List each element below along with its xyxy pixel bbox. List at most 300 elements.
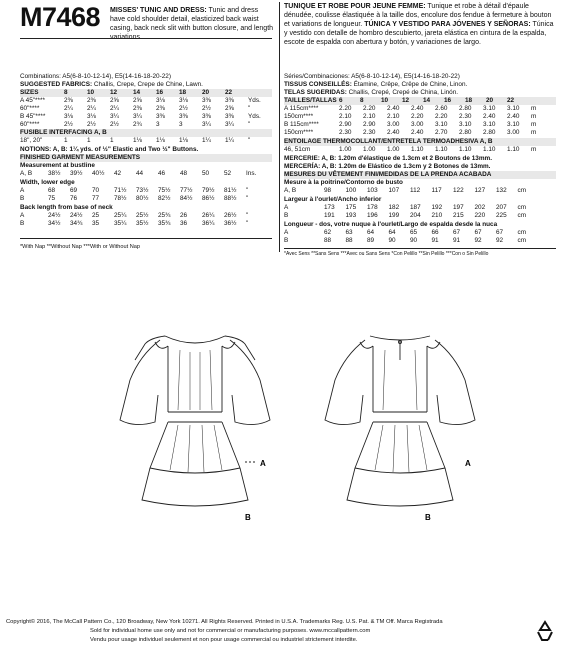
table-cell: A <box>20 187 25 194</box>
table-cell: 1⅛ <box>156 137 165 144</box>
english-back-rows <box>20 212 272 228</box>
table-cell: 2.10 <box>363 113 376 120</box>
table-cell: 3.00 <box>507 129 520 136</box>
front-label-a: A <box>260 459 266 468</box>
table-cell: 35¾ <box>158 220 171 227</box>
english-description: Tunic and dress have cold shoulder detail, elasticized back waist casing, back neck slit with button closure, and length <box>110 7 274 32</box>
table-cell: 3¼ <box>110 113 119 120</box>
table-cell: 10 <box>381 97 389 104</box>
table-cell: 3⅛ <box>156 97 165 104</box>
table-cell: 3¼ <box>225 121 234 128</box>
table-cell: B <box>20 195 25 202</box>
table-cell: 2.20 <box>411 113 424 120</box>
table-cell: 80½ <box>136 195 149 202</box>
table-cell: 44 <box>136 170 144 177</box>
table-cell: 3⅜ <box>225 97 234 104</box>
french-description: Tunique et robe à détail d'épaule dénudée, coulisse élastiquée à la taille dos, encolure dos fendue à fermeture à bouton et variations de longueur. <box>284 3 552 28</box>
table-cell: m <box>531 129 537 136</box>
front-bodice <box>135 336 255 360</box>
french-entoilage-row <box>284 146 556 154</box>
table-cell: 2.80 <box>459 129 472 136</box>
table-cell: 2½ <box>179 105 188 112</box>
table-cell: " <box>246 220 249 227</box>
table-cell: B 45"**** <box>20 113 46 120</box>
table-cell: 100 <box>345 187 357 194</box>
back-skirt-a <box>355 422 445 473</box>
pattern-code: M7468 <box>20 2 101 32</box>
table-cell: 2¼ <box>110 105 119 112</box>
table-cell: 10 <box>87 89 95 96</box>
table-cell: 6 <box>339 97 343 104</box>
table-cell: 150cm**** <box>284 129 314 136</box>
table-cell: 3.10 <box>435 121 448 128</box>
table-cell: 127 <box>474 187 486 194</box>
table-cell: m <box>531 121 537 128</box>
table-cell: 193 <box>345 212 357 219</box>
table-cell: A, B <box>20 170 33 177</box>
table-row <box>20 170 272 178</box>
table-cell: 2¼ <box>64 105 73 112</box>
table-cell: 60"**** <box>20 105 40 112</box>
table-cell: B <box>20 220 25 227</box>
table-cell: 70 <box>92 187 100 194</box>
rule-left-top <box>20 38 272 39</box>
table-row <box>20 187 272 195</box>
table-row <box>284 187 556 195</box>
table-cell: 16 <box>444 97 452 104</box>
table-cell: 1.00 <box>339 146 352 153</box>
table-cell: 36½ <box>224 220 237 227</box>
spanish-description: Túnica y vestido con detalle de hombro descubierto, jareta elástica en cintura de la espalda, escote de espalda con abertura y botón, y variaciones de largo. <box>284 21 554 46</box>
table-cell: 2⅝ <box>110 97 119 104</box>
english-nap-legend: *With Nap **Without Nap ***With or Without Nap <box>20 244 141 250</box>
table-cell: 3.10 <box>507 121 520 128</box>
table-cell: 1 <box>64 137 68 144</box>
table-cell: 187 <box>410 204 421 211</box>
table-cell: 1 <box>110 137 114 144</box>
table-cell: B <box>284 212 289 219</box>
footer-vendu: Vendu pour usage individuel seulement et non pour usage commercial ou industriel strictement interdite. <box>90 637 358 643</box>
table-cell: A 45"**** <box>20 97 46 104</box>
table-cell: 2.40 <box>411 129 424 136</box>
table-cell: 92 <box>496 237 504 244</box>
table-cell: " <box>248 137 251 144</box>
front-torso <box>168 346 222 412</box>
table-cell: 81½ <box>224 187 237 194</box>
table-cell: 1.10 <box>459 146 472 153</box>
table-cell: 3.10 <box>507 105 520 112</box>
table-cell: 25½ <box>136 212 149 219</box>
table-cell: 88 <box>345 237 353 244</box>
table-cell: 196 <box>367 212 378 219</box>
table-cell: 2.20 <box>435 113 448 120</box>
back-view-illustration <box>315 300 485 530</box>
french-nap-legend: *Avec Sens **Sans Sens ***Avec ou Sans Sens *Con Pelillo **Sin Pelillo ***Con o Sin Pelillo <box>284 251 489 257</box>
table-cell: 3⅜ <box>179 113 188 120</box>
table-cell: 2.70 <box>435 129 448 136</box>
table-cell: 91 <box>431 237 439 244</box>
english-fabrics-list: Challis, Crepe, Crepe de Chine, Lawn. <box>93 81 203 88</box>
table-row <box>284 129 556 137</box>
table-cell: 26¼ <box>202 212 215 219</box>
table-cell: 2½ <box>64 121 73 128</box>
rule-right-bottom <box>284 248 556 249</box>
back-label-a: A <box>465 459 471 468</box>
french-poitrine-label: Mesure à la poitrine/Contorno de busto <box>284 179 403 186</box>
table-cell: 8 <box>360 97 364 104</box>
table-cell: 1¼ <box>202 137 211 144</box>
table-cell: 91 <box>453 237 461 244</box>
table-cell: 210 <box>431 212 443 219</box>
table-cell: 25¼ <box>114 212 127 219</box>
front-waistband <box>168 412 222 422</box>
table-row <box>20 113 272 121</box>
table-cell: A 115cm**** <box>284 105 319 112</box>
english-fabrics <box>20 81 203 89</box>
table-cell: 50 <box>202 170 210 177</box>
table-cell: Ins. <box>246 170 257 177</box>
french-title-block <box>284 2 554 47</box>
back-label-b: B <box>425 513 431 522</box>
table-row <box>284 113 556 121</box>
table-cell: 25 <box>92 212 100 219</box>
table-cell: TAILLES/TALLAS <box>284 97 337 104</box>
table-cell: 215 <box>453 212 464 219</box>
table-cell: 76 <box>70 195 78 202</box>
table-cell: " <box>246 195 249 202</box>
table-cell: " <box>248 105 251 112</box>
table-cell: 90 <box>388 237 396 244</box>
table-cell: Yds. <box>248 113 261 120</box>
table-cell: 25¾ <box>158 212 171 219</box>
back-right-sleeve <box>435 340 475 425</box>
table-cell: 1¼ <box>225 137 234 144</box>
table-row <box>284 121 556 129</box>
table-cell: 2.30 <box>363 129 376 136</box>
table-cell: 24½ <box>48 212 61 219</box>
english-interfacing-label: FUSIBLE INTERFACING A, B <box>20 129 272 137</box>
table-cell: cm <box>517 237 527 244</box>
table-cell: 2⅝ <box>133 97 142 104</box>
table-cell: 24½ <box>70 212 83 219</box>
table-cell: 18 <box>465 97 473 104</box>
table-cell: 3¼ <box>133 113 142 120</box>
french-title: TUNIQUE ET ROBE POUR JEUNE FEMME: <box>284 3 426 10</box>
back-skirt-b <box>347 468 453 506</box>
table-cell: B <box>284 237 289 244</box>
table-cell: 64 <box>367 229 375 236</box>
table-cell: 103 <box>367 187 378 194</box>
table-cell: 78½ <box>114 195 127 202</box>
table-cell: 75½ <box>158 187 171 194</box>
table-cell: 2.10 <box>339 113 352 120</box>
table-cell: 89 <box>367 237 375 244</box>
footer-copyright: Copyright© 2016, The McCall Pattern Co., 120 Broadway, New York 10271. All Rights Reserved. Printed in U.S.A. Trademarks Reg. U.S. Pat. & TM Off. Marca Registrada <box>6 619 443 625</box>
table-cell: 2½ <box>87 121 96 128</box>
table-cell: 2.80 <box>459 105 472 112</box>
french-tissus-list: Étamine, Crêpe, Crêpe de Chine, Linon. <box>353 81 468 88</box>
table-cell: 48 <box>180 170 188 177</box>
table-cell: 3 <box>179 121 183 128</box>
table-cell: 1.10 <box>507 146 520 153</box>
table-cell: SIZES <box>20 89 39 96</box>
table-cell: 39½ <box>70 170 83 177</box>
table-cell: 2.40 <box>483 113 496 120</box>
spanish-telas-label: TELAS SUGERIDAS: <box>284 89 347 96</box>
english-title: MISSES' TUNIC AND DRESS: <box>110 7 207 14</box>
table-cell: 12 <box>110 89 118 96</box>
table-cell: 2.80 <box>483 129 496 136</box>
table-cell: 1⅛ <box>179 137 188 144</box>
table-cell: 3⅜ <box>202 97 211 104</box>
table-row <box>284 229 556 237</box>
recycle-icon <box>534 620 556 642</box>
table-cell: 18 <box>179 89 187 96</box>
table-cell: 16 <box>156 89 164 96</box>
table-cell: 26½ <box>224 212 237 219</box>
footer-sold-for: Sold for individual home use only and not for commercial or manufacturing purposes. www.mccallpattern.com <box>90 628 371 634</box>
english-finished-label: FINISHED GARMENT MEASUREMENTS <box>20 154 272 162</box>
table-cell: cm <box>517 212 527 219</box>
table-row <box>20 89 272 97</box>
table-cell: m <box>531 113 537 120</box>
french-longueur-label: Longueur - dos, votre nuque à l'ourlet/Largo de espalda desde la nuca <box>284 221 498 228</box>
table-cell: 107 <box>388 187 400 194</box>
french-entoilage-label: ENTOILAGE THERMOCOLLANT/ENTRETELA TERMOADHESIVA A, B <box>284 138 556 146</box>
table-cell: 3⅛ <box>87 113 96 120</box>
table-cell: 225 <box>496 212 507 219</box>
table-row <box>20 220 272 228</box>
table-row <box>20 105 272 113</box>
table-cell: 2.30 <box>459 113 472 120</box>
table-cell: 75 <box>48 195 56 202</box>
table-row <box>20 195 272 203</box>
english-sizes-header <box>20 89 272 97</box>
table-cell: 1.00 <box>363 146 376 153</box>
table-cell: 175 <box>345 204 357 211</box>
table-cell: 88 <box>324 237 332 244</box>
table-cell: A <box>284 204 289 211</box>
english-bust-label: Measurement at bustline <box>20 162 95 169</box>
table-cell: 60"**** <box>20 121 40 128</box>
table-cell: 1 <box>87 137 91 144</box>
table-cell: 20 <box>202 89 210 96</box>
table-cell: 46, 51cm <box>284 146 311 153</box>
table-row <box>20 137 272 145</box>
french-largeur-rows <box>284 204 556 220</box>
english-back-label: Back length from base of neck <box>20 204 113 211</box>
table-cell: " <box>246 212 249 219</box>
table-cell: 2.60 <box>435 105 448 112</box>
table-cell: 182 <box>388 204 400 211</box>
table-cell: 35½ <box>136 220 149 227</box>
table-cell: 2.40 <box>387 129 400 136</box>
english-width-rows <box>20 187 272 203</box>
table-cell: 65 <box>410 229 418 236</box>
table-row <box>284 105 556 113</box>
table-cell: 73½ <box>136 187 149 194</box>
table-cell: 12 <box>402 97 410 104</box>
table-cell: 79½ <box>202 187 215 194</box>
table-cell: 2.20 <box>339 105 352 112</box>
table-cell: " <box>246 187 249 194</box>
table-cell <box>248 89 271 97</box>
table-cell: Yds. <box>248 97 261 104</box>
spanish-telas-list: Challis, Crepé, Crepé de China, Linón. <box>348 89 459 96</box>
french-fabric-table <box>284 105 556 137</box>
french-mesures-label: MESURES DU VÊTEMENT FINI/MEDIDAS DE LA PRENDA ACABADA <box>284 171 556 179</box>
table-cell: 62 <box>324 229 332 236</box>
table-cell: 64 <box>388 229 396 236</box>
french-largeur-label: Largeur à l'ourlet/Ancho inferior <box>284 196 382 203</box>
table-cell: 112 <box>410 187 421 194</box>
table-cell: 86½ <box>202 195 215 202</box>
table-cell: 68 <box>48 187 56 194</box>
table-cell: 122 <box>453 187 464 194</box>
table-cell: 132 <box>496 187 507 194</box>
table-cell: 1.00 <box>387 146 400 153</box>
front-view-illustration <box>110 300 280 530</box>
table-cell: 117 <box>431 187 442 194</box>
table-cell: 220 <box>474 212 486 219</box>
table-cell: 3⅛ <box>179 97 188 104</box>
table-cell: 2.40 <box>387 105 400 112</box>
table-cell: 3.10 <box>483 121 496 128</box>
table-cell: 150cm**** <box>284 113 314 120</box>
table-cell: 26 <box>180 212 188 219</box>
table-cell: 1⅛ <box>133 137 142 144</box>
front-neckline <box>165 336 225 343</box>
french-mercerie: MERCERIE: A, B: 1.20m d'élastique de 1.3cm et 2 Boutons de 13mm. <box>284 155 492 162</box>
table-cell: 3.10 <box>483 105 496 112</box>
table-cell: 2.40 <box>507 113 520 120</box>
table-cell: 3¼ <box>202 121 211 128</box>
table-cell: 207 <box>496 204 507 211</box>
english-fabric-table <box>20 97 272 129</box>
table-cell: 2¼ <box>87 105 96 112</box>
table-cell: 38½ <box>48 170 61 177</box>
table-cell: 8 <box>64 89 68 96</box>
table-cell: cm <box>517 204 527 211</box>
table-cell: 36¼ <box>202 220 215 227</box>
table-cell: 35 <box>92 220 100 227</box>
front-skirt-a <box>150 422 240 473</box>
french-longueur-rows <box>284 229 556 245</box>
table-cell: 63 <box>345 229 353 236</box>
table-cell: 2.30 <box>339 129 352 136</box>
table-cell: 84½ <box>180 195 193 202</box>
french-tissus-label: TISSUS CONSEILLÉS: <box>284 81 352 88</box>
table-cell: 18", 20" <box>20 137 43 144</box>
table-cell: 66 <box>431 229 439 236</box>
table-cell: 3 <box>156 121 160 128</box>
table-cell: 173 <box>324 204 335 211</box>
table-cell: 14 <box>133 89 141 96</box>
table-cell: 82½ <box>158 195 171 202</box>
table-cell: 35¼ <box>114 220 127 227</box>
table-row <box>284 97 556 105</box>
table-cell: 42 <box>114 170 122 177</box>
table-cell: 3⅛ <box>64 113 73 120</box>
table-cell: 2⅜ <box>87 97 96 104</box>
table-cell: 192 <box>431 204 443 211</box>
table-cell <box>528 97 549 105</box>
table-cell: 191 <box>324 212 335 219</box>
table-cell: 3.10 <box>459 121 472 128</box>
table-row <box>284 204 556 212</box>
table-cell: A, B <box>284 187 297 194</box>
table-cell: 2.10 <box>387 113 400 120</box>
table-cell: 52 <box>224 170 232 177</box>
table-cell: 36 <box>180 220 188 227</box>
back-left-sleeve <box>325 340 365 425</box>
table-cell: 2½ <box>202 105 211 112</box>
table-cell: 34½ <box>48 220 61 227</box>
back-waist-casing <box>373 412 427 422</box>
table-cell: 1.10 <box>411 146 424 153</box>
table-cell: 204 <box>410 212 421 219</box>
table-cell: 1.10 <box>483 146 496 153</box>
english-fabrics-label: SUGGESTED FABRICS: <box>20 81 93 88</box>
table-cell: 2.40 <box>411 105 424 112</box>
table-cell: 2¾ <box>133 121 142 128</box>
english-combinations: Combinations: A5(6-8-10-12-14), E5(14-16-18-20-22) <box>20 73 171 80</box>
spanish-telas <box>284 89 458 97</box>
table-cell: 2½ <box>110 121 119 128</box>
table-cell: 2.90 <box>339 121 352 128</box>
table-row <box>20 212 272 220</box>
table-cell: B 115cm**** <box>284 121 319 128</box>
table-row <box>284 146 556 154</box>
spanish-title: TÚNICA Y VESTIDO PARA JÓVENES Y SEÑORAS: <box>364 21 531 28</box>
table-cell: 3⅜ <box>202 113 211 120</box>
table-cell: 88½ <box>224 195 237 202</box>
table-cell: 22 <box>507 97 515 104</box>
table-cell: 3⅜ <box>156 113 165 120</box>
table-cell: A <box>20 212 25 219</box>
english-bust-row <box>20 170 272 178</box>
table-cell: 67 <box>496 229 504 236</box>
table-row <box>20 97 272 105</box>
table-cell: 34¾ <box>70 220 83 227</box>
back-neckline <box>370 336 430 340</box>
table-cell: 197 <box>453 204 464 211</box>
table-cell: 69 <box>70 187 78 194</box>
french-sizes-header <box>284 97 556 105</box>
front-label-b: B <box>245 513 251 522</box>
column-divider <box>279 2 280 252</box>
table-cell: 178 <box>367 204 378 211</box>
front-skirt-b <box>142 468 248 506</box>
table-cell: cm <box>517 229 527 236</box>
table-cell: 3⅜ <box>225 113 234 120</box>
table-cell: 2⅜ <box>156 105 165 112</box>
table-cell: A <box>284 229 289 236</box>
table-cell: 90 <box>410 237 418 244</box>
table-cell: 40½ <box>92 170 105 177</box>
table-cell: 3.00 <box>411 121 424 128</box>
french-combinations: Séries/Combinaciones: A5(6-8-10-12-14), E5(14-16-18-20-22) <box>284 73 460 80</box>
table-cell: 77 <box>92 195 100 202</box>
table-row <box>20 121 272 129</box>
table-cell: 92 <box>474 237 482 244</box>
table-cell: 22 <box>225 89 233 96</box>
table-cell: 67 <box>453 229 461 236</box>
table-row <box>284 237 556 245</box>
rule-left-bottom <box>20 238 272 239</box>
table-cell: 2.90 <box>363 121 376 128</box>
table-cell: 14 <box>423 97 431 104</box>
